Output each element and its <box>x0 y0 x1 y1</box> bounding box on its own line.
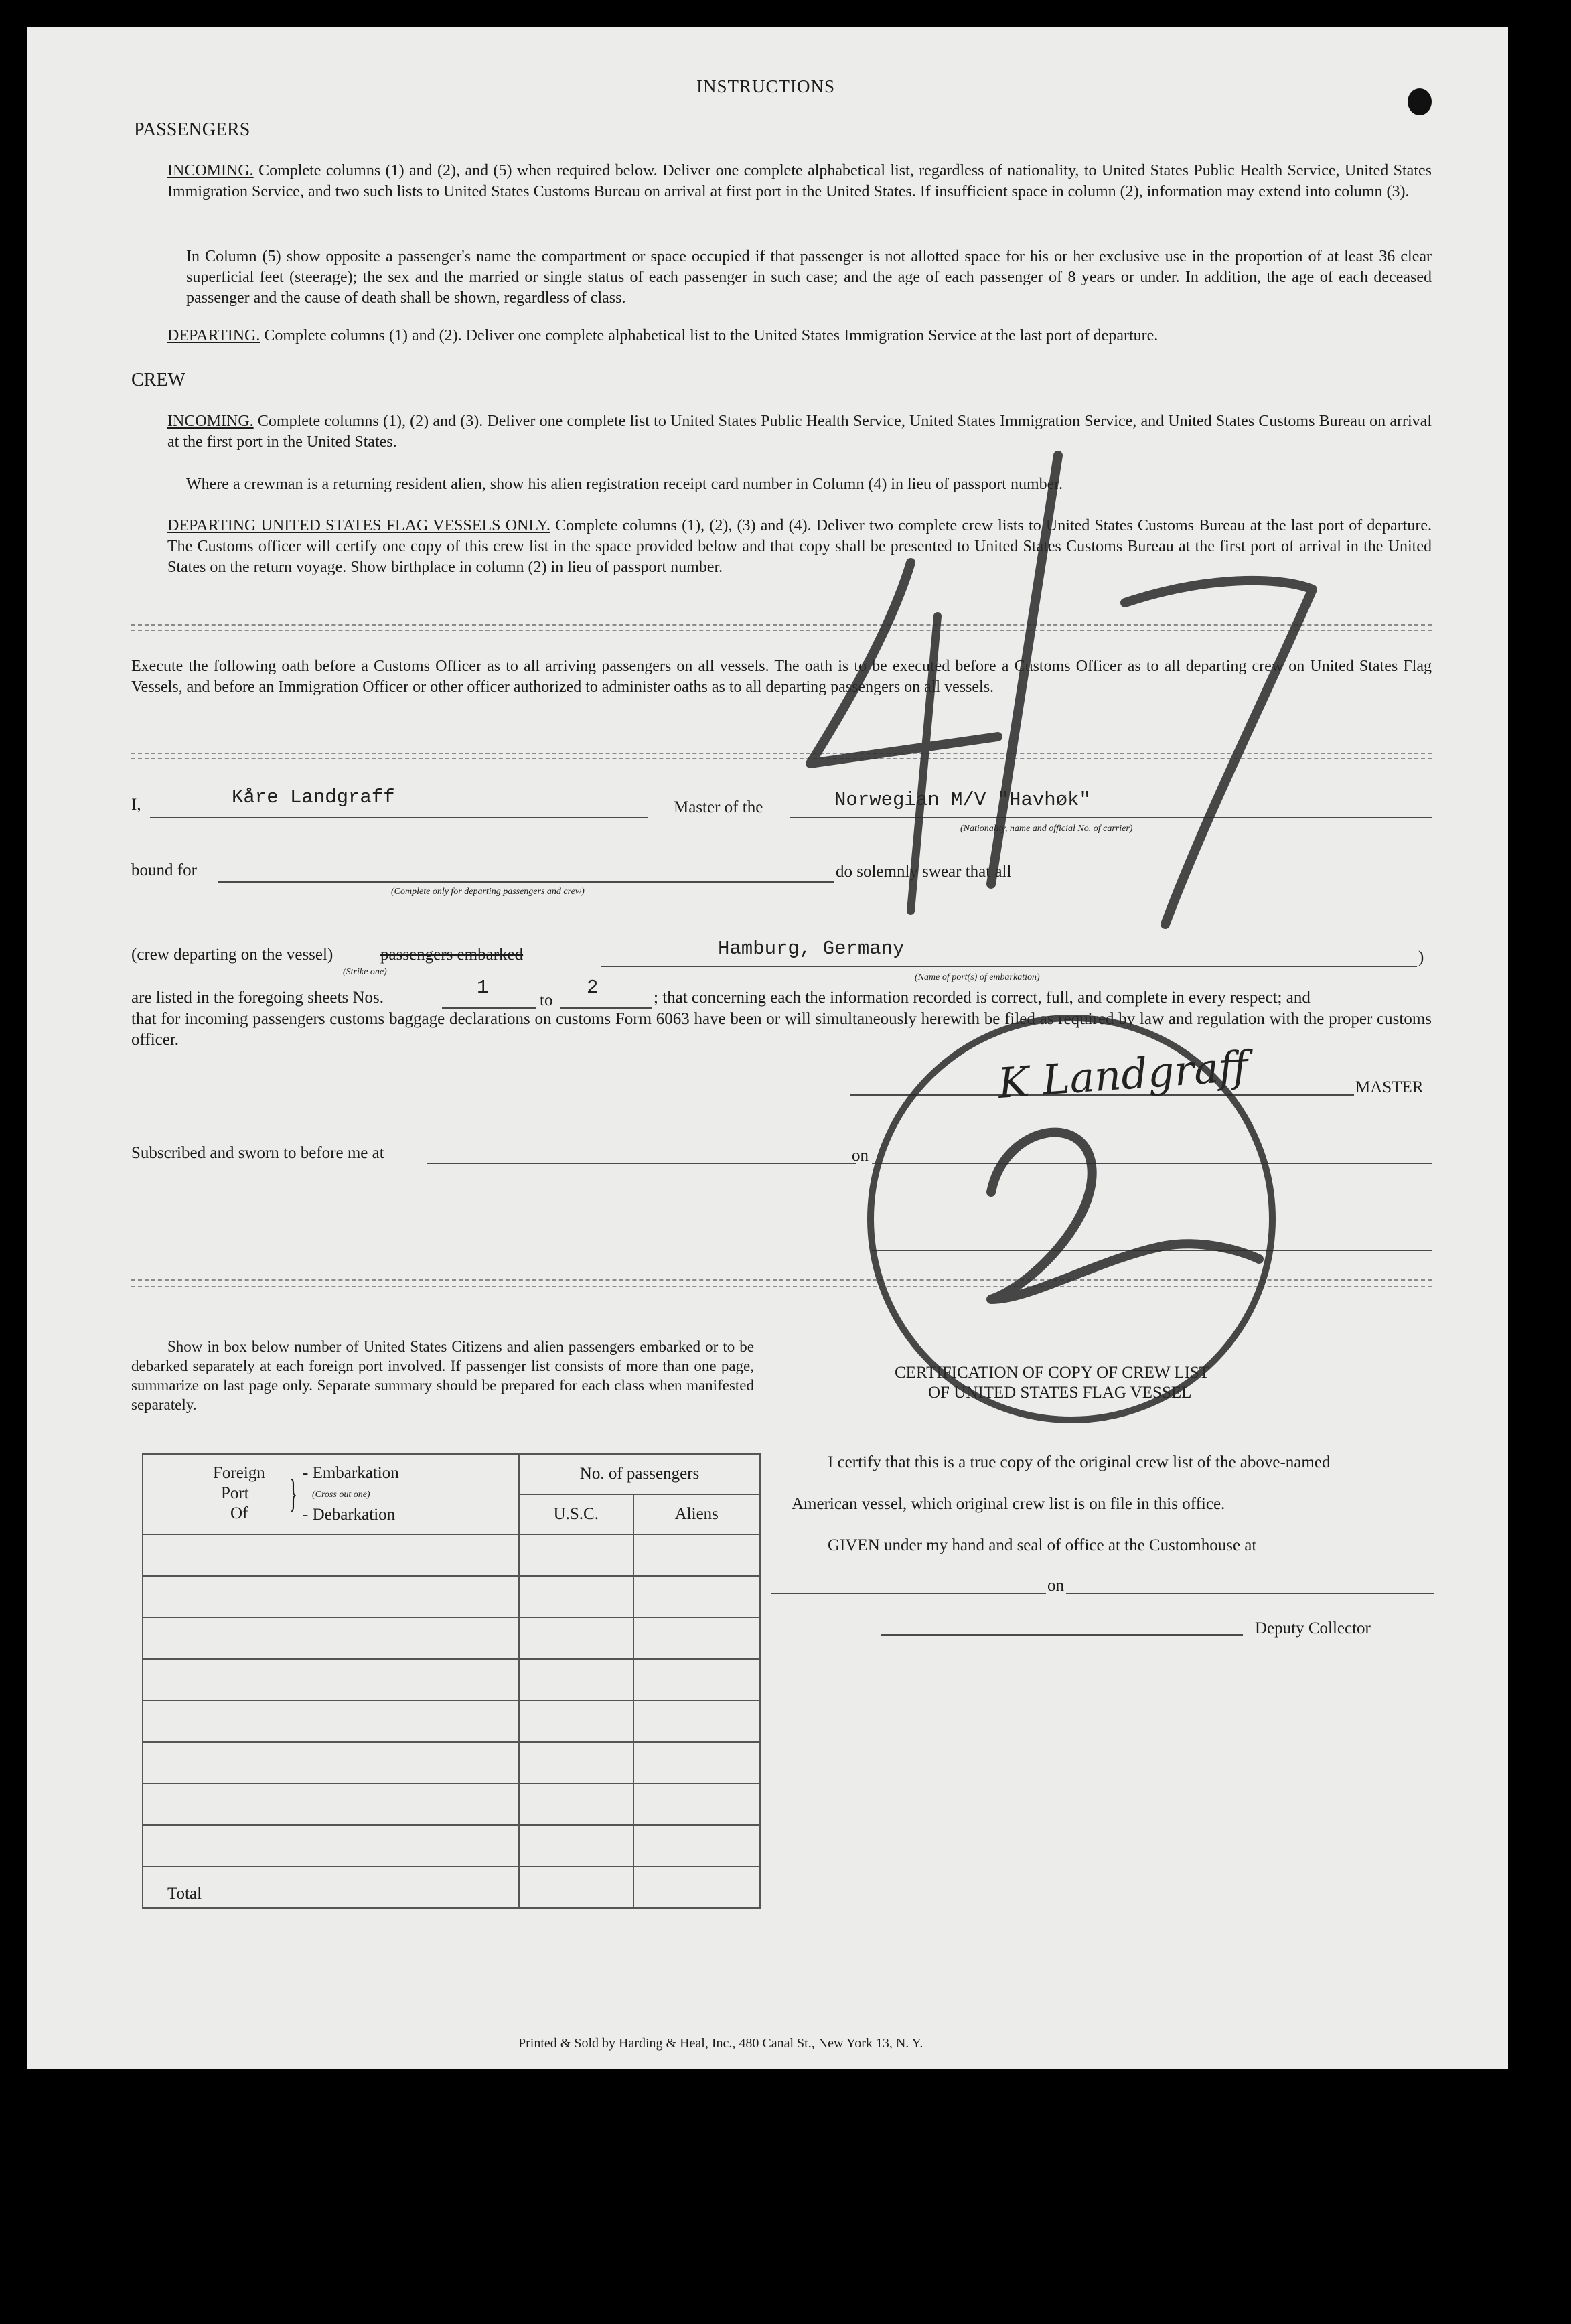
aliens-header: Aliens <box>633 1494 760 1534</box>
annotation-digit-2 <box>991 1133 1259 1299</box>
master-name: Kåre Landgraff <box>232 786 395 808</box>
i-label: I, <box>131 796 141 814</box>
column5-text: In Column (5) show opposite a passenger's name the compartment or space occupied if that passenger is not allotted space for his or her exclusive use in the proportion of at least 36 clear superficial feet (steerage); the sex and the married or single status of each passenger in such case; and the age of each passenger of 8 years or under. In addition, the age of each deceased passenger and the cause of death shall be shown, regardless of class. <box>186 248 1432 307</box>
embarkation-port: Hamburg, Germany <box>718 938 905 960</box>
bound-caption: (Complete only for departing passengers and crew) <box>391 887 585 897</box>
departing-text: Complete columns (1) and (2). Deliver one complete alphabetical list to the United States Immigration Service at the last port of departure. <box>264 327 1158 344</box>
printer-footer: Printed & Sold by Harding & Heal, Inc., 480 Canal St., New York 13, N. Y. <box>518 2036 923 2051</box>
brace-icon: } <box>289 1471 298 1515</box>
master-signature: K Landgraff <box>996 1041 1250 1108</box>
certification-on-label: on <box>1047 1577 1064 1595</box>
departing-label: DEPARTING. <box>167 327 260 344</box>
crew-departing-text: Complete columns (1), (2), (3) and (4). Deliver two complete crew lists to United States Customs Bureau at the last port of departure. The Customs officer will certify one copy of this crew list in the space provided below and that copy shall be presented to United States Customs Bureau at the first port of arrival in the United States on the return voyage. Show birthplace in column (2) in lieu of passport number. <box>167 517 1432 576</box>
subscribed-on-label: on <box>852 1147 869 1165</box>
pencil-annotations <box>27 27 1508 2069</box>
crew-incoming-label: INCOMING. <box>167 413 254 430</box>
crew-departing-label: DEPARTING UNITED STATES FLAG VESSELS ONLY. <box>167 517 550 534</box>
annotation-digit-7 <box>1125 581 1313 924</box>
usc-header: U.S.C. <box>519 1494 633 1534</box>
summary-instructions: Show in box below number of United States Citizens and alien passengers embarked or to be debarked separately at each foreign port involved. If passenger list consists of more than one page, summarize on last page only. Separate summary should be prepared for each class when manifested separately. <box>131 1338 754 1413</box>
annotation-digit-4-stem <box>911 616 938 911</box>
strike-caption: (Strike one) <box>343 967 387 977</box>
customs-text: that for incoming passengers customs baggage declarations on customs Form 6063 have been or will simultaneously herewith be filed as required by law and regulation with the proper customs officer. <box>131 1010 1432 1049</box>
crew-incoming-text: Complete columns (1), (2) and (3). Deliver one complete list to United States Public Health Service, United States Immigration Service, and United States Customs Bureau on arrival at the first port in the United States. <box>167 413 1432 451</box>
port-caption: (Name of port(s) of embarkation) <box>915 972 1040 983</box>
no-passengers-header: No. of passengers <box>519 1454 760 1494</box>
crew-heading: CREW <box>131 370 185 390</box>
sheet-to: 2 <box>587 976 599 999</box>
annotation-digit-4 <box>810 563 998 764</box>
passengers-heading: PASSENGERS <box>134 119 250 140</box>
certification-title-2: OF UNITED STATES FLAG VESSEL <box>928 1384 1192 1402</box>
debarkation-label: - Debarkation <box>303 1506 396 1524</box>
certification-line-1: I certify that this is a true copy of the original crew list of the above-named <box>828 1453 1331 1471</box>
subscribed-label: Subscribed and sworn to before me at <box>131 1144 384 1162</box>
oath-intro: Execute the following oath before a Customs Officer as to all arriving passengers on all vessels. The oath is to be executed before a Customs Officer as to all departing crew on United States Flag Vessels, and before an Immigration Officer or other officer authorized to administer oaths as to all departing passengers on all vessels. <box>131 658 1432 696</box>
deputy-collector-label: Deputy Collector <box>1255 1619 1371 1638</box>
document-page <box>27 27 1508 2069</box>
incoming-label: INCOMING. <box>167 162 254 179</box>
annotation-digit-1 <box>991 455 1058 884</box>
foreign-label: Foreign <box>213 1464 265 1482</box>
incoming-text: Complete columns (1) and (2), and (5) when required below. Deliver one complete alphabetical list, regardless of nationality, to United States Public Health Service, United States Immigration Service, and two such lists to United States Customs Bureau on arrival at first port in the United States. If insufficient space in column (2), information may extend into column (3). <box>167 162 1432 200</box>
of-label: Of <box>230 1504 248 1522</box>
port-label: Port <box>221 1484 249 1502</box>
struck-text: passengers embarked <box>380 946 524 964</box>
swear-label: do solemnly swear that all <box>836 863 1012 881</box>
crew-departing-vessel-label: (crew departing on the vessel) <box>131 946 333 964</box>
certification-line-2: American vessel, which original crew list is on file in this office. <box>792 1495 1225 1513</box>
annotation-circle <box>871 1018 1272 1420</box>
page-title: INSTRUCTIONS <box>696 76 836 96</box>
bound-for-label: bound for <box>131 861 197 879</box>
to-label: to <box>540 991 553 1009</box>
close-paren: ) <box>1418 948 1424 966</box>
sheet-from: 1 <box>477 976 489 999</box>
embarkation-label: - Embarkation <box>303 1464 399 1482</box>
vessel-name: Norwegian M/V "Havhøk" <box>834 789 1091 811</box>
certification-title-1: CERTIFICATION OF COPY OF CREW LIST <box>895 1364 1210 1382</box>
master-label: MASTER <box>1355 1078 1424 1096</box>
resident-text: Where a crewman is a returning resident alien, show his alien registration receipt card number in Column (4) in lieu of passport number. <box>186 476 1063 493</box>
cross-out-label: (Cross out one) <box>312 1490 370 1500</box>
certification-line-3: GIVEN under my hand and seal of office at the Customhouse at <box>828 1536 1257 1554</box>
concerning-text: ; that concerning each the information recorded is correct, full, and complete in every respect; and <box>654 989 1311 1007</box>
master-of-label: Master of the <box>674 798 763 816</box>
sheets-label: are listed in the foregoing sheets Nos. <box>131 989 384 1007</box>
vessel-caption: (Nationality, name and official No. of carrier) <box>960 824 1133 834</box>
total-label: Total <box>143 1867 519 1908</box>
